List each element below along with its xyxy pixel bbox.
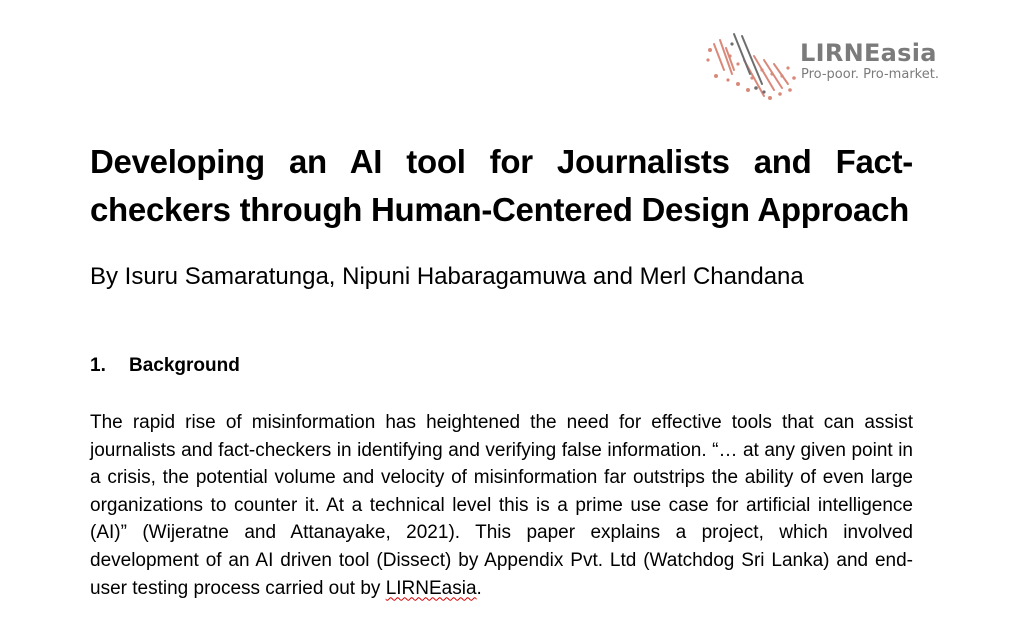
paragraph-text: The rapid rise of misinformation has heightened the need for effective tools that can assist journalists and fact-checkers in identifying and verifying false information. “… at any given point in a crisis, the potential volume and velocity of misinformation far outstrips the ability of even large organizations to counter it. At a technical level this is a prime use case for artificial intelligence (AI)” (Wijeratne and Attanayake, 2021). This paper explains a project, which involved development of an AI driven tool (Dissect) by Appendix Pvt. Ltd (Watchdog Sri Lanka) and end-user testing process carried out by (90, 412, 913, 599)
section-title: Background (129, 355, 240, 376)
background-paragraph (90, 409, 913, 602)
paper-title: Developing an AI tool for Journalists and Fact-checkers through Human-Centered Design Approach (90, 143, 913, 228)
spellcheck-marked-word: LIRNEasia (385, 577, 477, 599)
section-number: 1. (90, 355, 106, 376)
lirneasia-logo (704, 30, 954, 102)
logo-name: LIRNEasia (800, 39, 937, 67)
logo-tagline: Pro-poor. Pro-market. (801, 67, 939, 82)
author-line: By Isuru Samaratunga, Nipuni Habaragamuwa and Merl Chandana (90, 263, 804, 290)
lirneasia-logo-mark-icon (704, 30, 800, 102)
paragraph-end: . (476, 577, 482, 599)
section-heading (90, 354, 240, 378)
